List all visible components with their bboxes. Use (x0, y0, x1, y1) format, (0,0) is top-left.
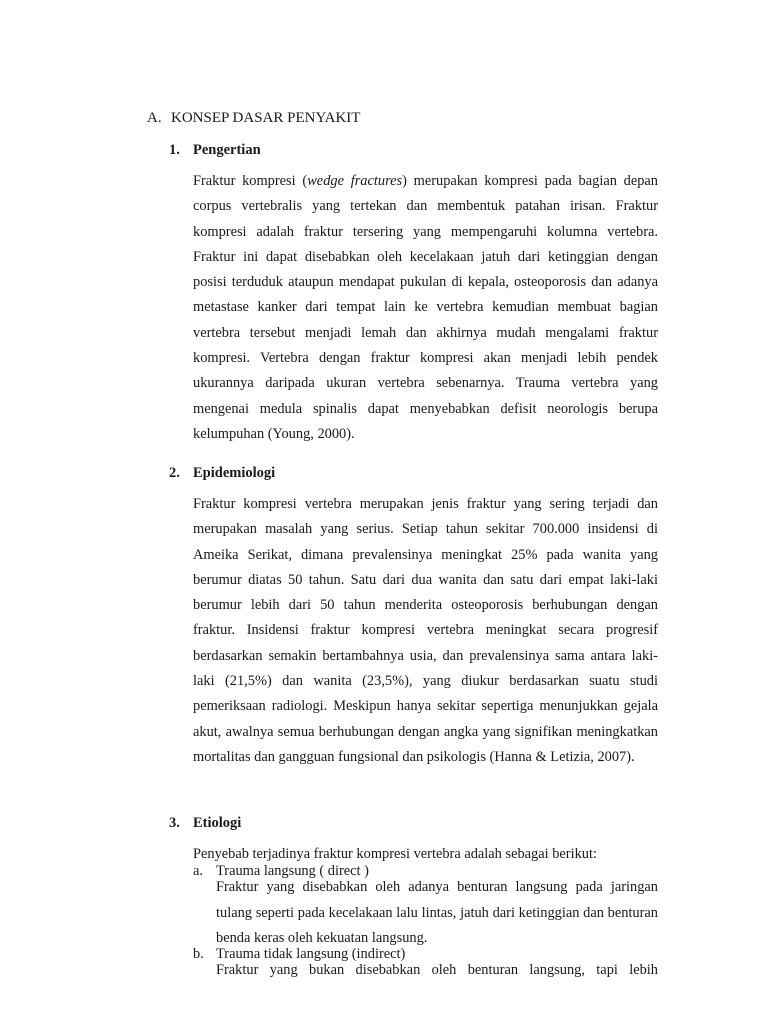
section-title-text: KONSEP DASAR PENYAKIT (171, 110, 361, 126)
heading-number: 2. (169, 465, 180, 481)
paragraph-pengertian (193, 169, 658, 447)
section-title (147, 109, 360, 127)
heading-text: Epidemiologi (193, 465, 276, 481)
heading-text: Etiologi (193, 815, 242, 831)
heading-pengertian (169, 141, 261, 159)
heading-number: 3. (169, 815, 180, 831)
list-title: Trauma langsung ( direct ) (216, 863, 369, 879)
heading-text: Pengertian (193, 142, 261, 158)
heading-number: 1. (169, 142, 180, 158)
paragraph-epidemiologi: Fraktur kompresi vertebra merupakan jenis fraktur yang sering terjadi dan merupakan masalah yang serius. Setiap tahun sekitar 700.000 insidensi di Ameika Serikat, dimana prevalensinya meningkat 25% pada wanita yang berumur diatas 50 tahun. Satu dari dua wanita dan satu dari empat laki-laki berumur lebih dari 50 tahun menderita osteoporosis berhubungan dengan fraktur. Insidensi fraktur kompresi vertebra meningkat secara progresif berdasarkan semakin bertambahnya usia, dan prevalensinya sama antara laki-laki (21,5%) dan wanita (23,5%), yang diukur berdasarkan suatu studi pemeriksaan radiologi. Meskipun hanya sekitar sepertiga menunjukkan gejala akut, awalnya semua berhubungan dengan angka yang signifikan meningkatkan mortalitas dan gangguan fungsional dan psikologis (Hanna & Letizia, 2007). (193, 496, 658, 765)
list-item-b-text: Fraktur yang bukan disebabkan oleh benturan langsung, tapi lebih (216, 962, 658, 978)
list-title: Trauma tidak langsung (indirect) (216, 946, 406, 962)
etiologi-intro: Penyebab terjadinya fraktur kompresi vertebra adalah sebagai berikut: (193, 846, 597, 862)
section-letter: A. (147, 110, 162, 126)
pengertian-text-before: Fraktur kompresi ( (193, 173, 308, 189)
heading-epidemiologi (169, 464, 275, 482)
list-label: a. (193, 863, 203, 879)
pengertian-text-italic: wedge fractures (307, 173, 403, 189)
list-label: b. (193, 946, 204, 962)
pengertian-text-after: ) merupakan kompresi pada bagian depan corpus vertebralis yang tertekan dan membentuk patahan irisan. Fraktur kompresi adalah fraktur tersering yang mempengaruhi kolumna vertebra. Fraktur ini dapat disebabkan oleh kecelakaan jatuh dari ketinggian dengan posisi terduduk ataupun mendapat pukulan di kepala, osteoporosis dan adanya metastase kanker dari tempat lain ke vertebra kemudian membuat bagian vertebra tersebut menjadi lemah dan akhirnya mudah mengalami fraktur kompresi. Vertebra dengan fraktur kompresi akan menjadi lebih pendek ukurannya daripada ukuran vertebra sebenarnya. Trauma vertebra yang mengenai medula spinalis dapat menyebabkan defisit neorologis berupa kelumpuhan (Young, 2000). (193, 173, 658, 442)
list-item-a-text: Fraktur yang disebabkan oleh adanya benturan langsung pada jaringan tulang seperti pada kecelakaan lalu lintas, jatuh dari ketinggian dan benturan benda keras oleh kekuatan langsung. (216, 879, 658, 946)
heading-etiologi (169, 814, 241, 832)
